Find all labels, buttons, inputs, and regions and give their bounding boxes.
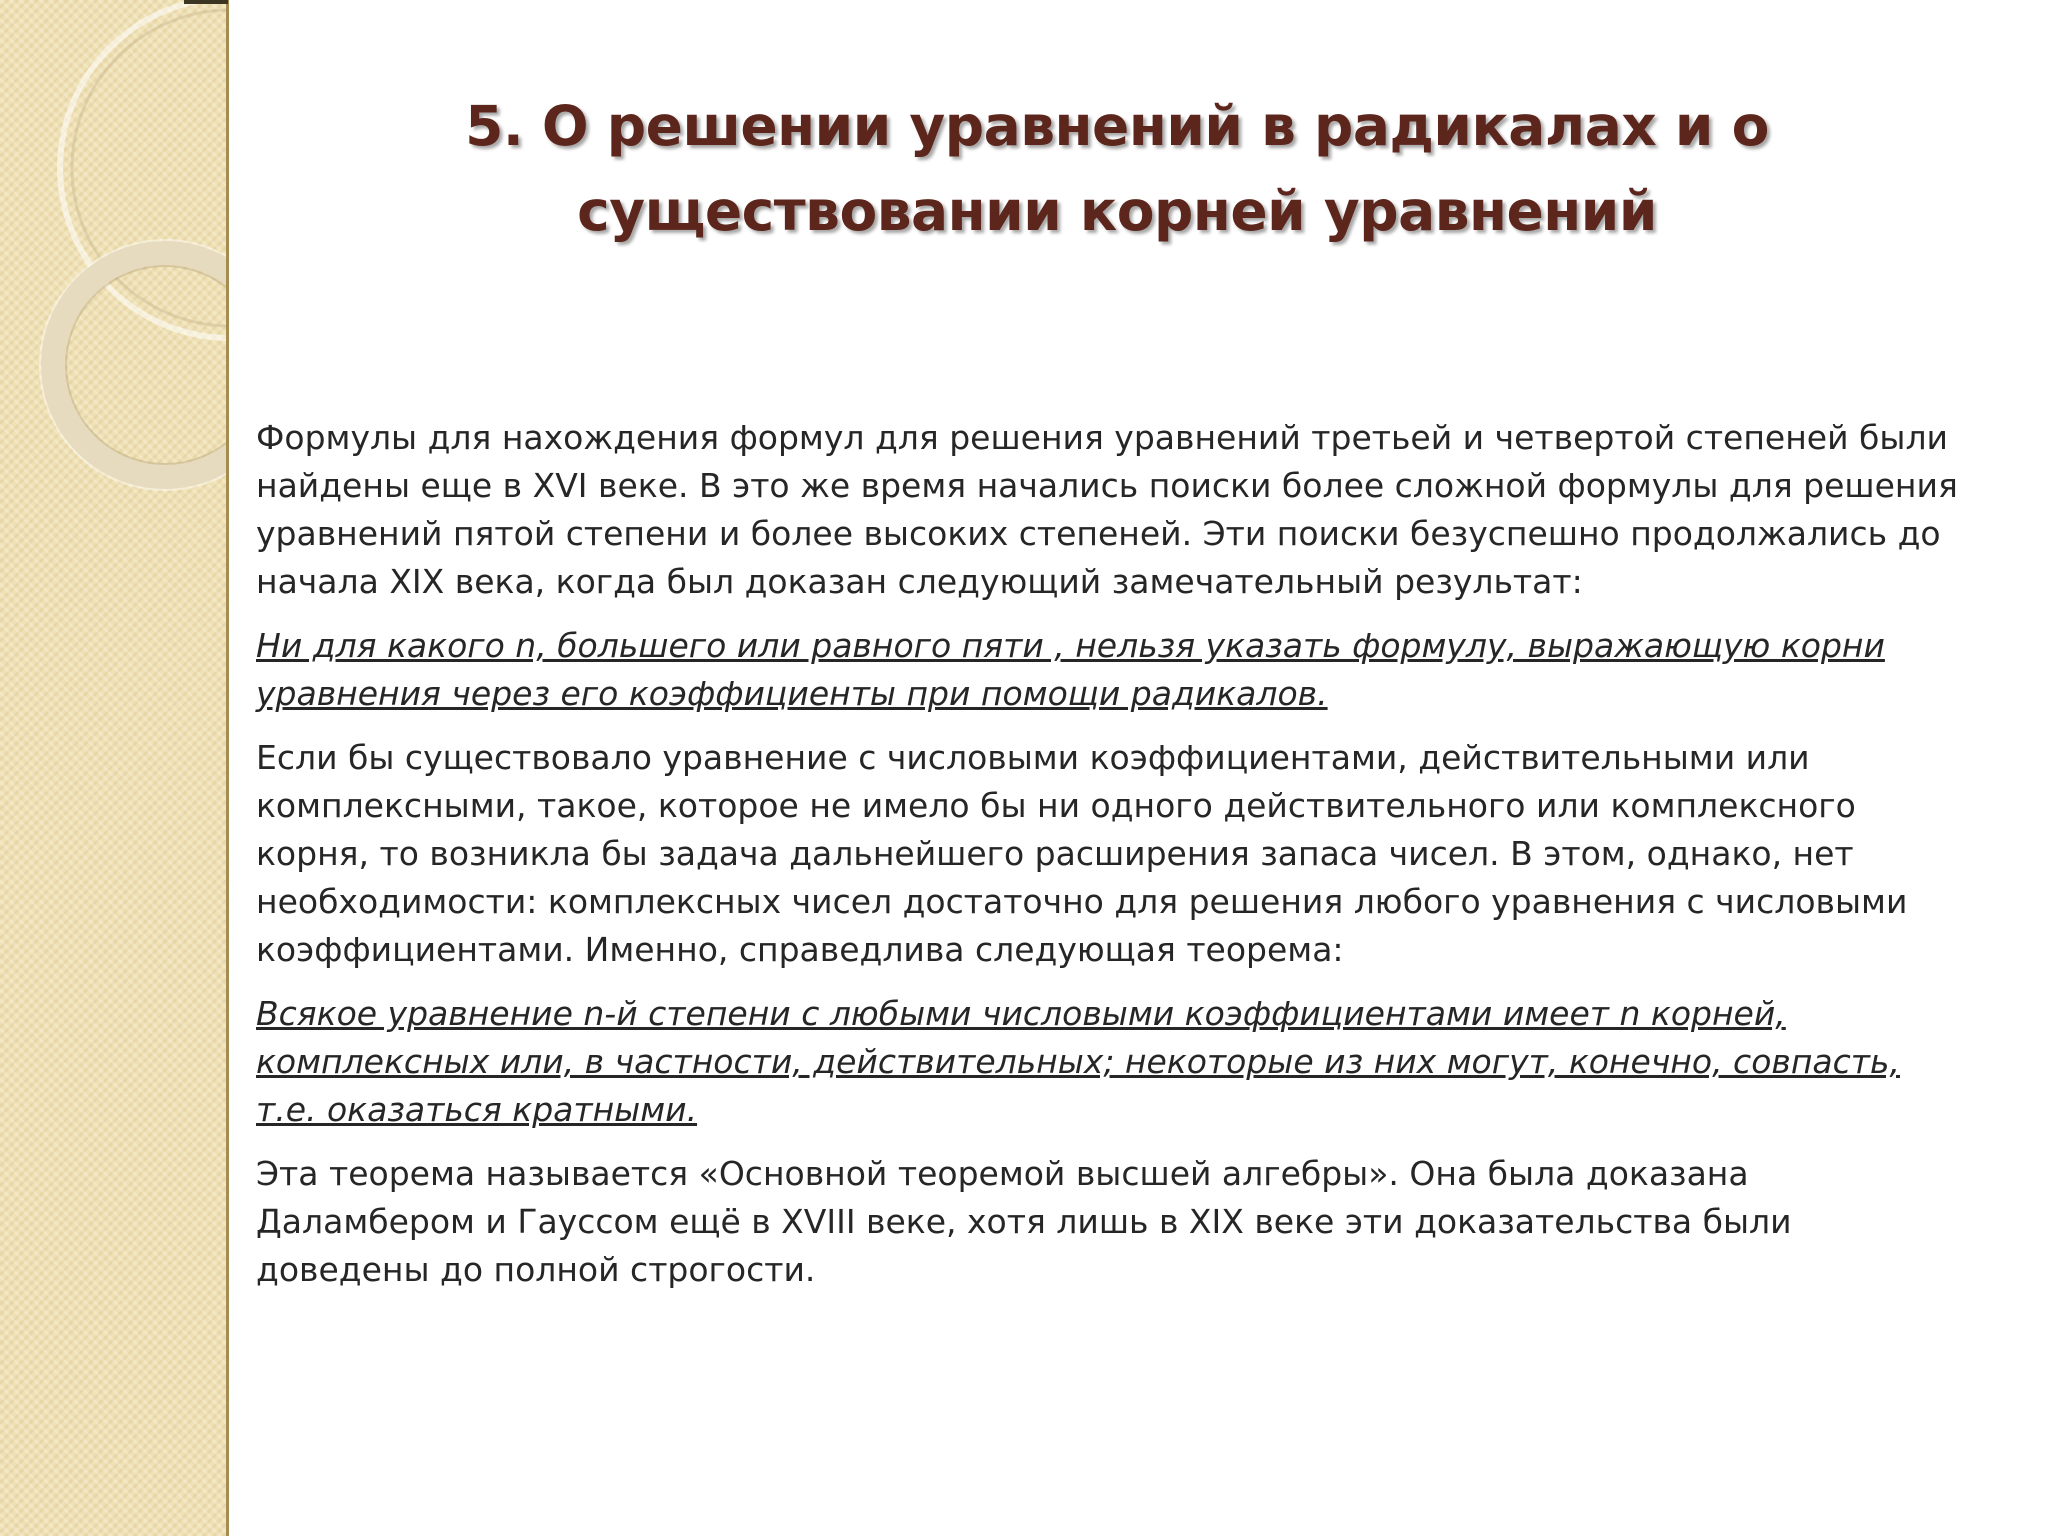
slide-title: 5. О решении уравнений в радикалах и о существовании корней уравнений [465,94,1769,243]
side-band-edge [226,0,229,1536]
theorem-abel-ruffini: Ни для какого n, большего или равного пяти , нельзя указать формулу, выражающую корни уравнения через его коэффициенты при помощи радикалов. [256,626,1885,713]
theorem-fundamental: Всякое уравнение n-й степени с любыми числовыми коэффициентами имеет n корней, комплексных или, в частности, действительных; некоторые из них могут, конечно, совпасть, т.е. оказаться кратными. [256,994,1900,1129]
paragraph-conclusion: Эта теорема называется «Основной теоремой высшей алгебры». Она была доказана Даламбером и Гауссом ещё в XVIII веке, хотя лишь в XIX веке эти доказательства были доведены до полной строгости. [256,1154,1792,1289]
side-band-top-mark [184,0,228,4]
slide-body [256,414,1960,1310]
paragraph-complex-numbers: Если бы существовало уравнение с числовыми коэффициентами, действительными или комплексными, такое, которое не имело бы ни одного действительного или комплексного корня, то возникла бы задача дальнейшего расширения запаса чисел. В этом, однако, нет необходимости: комплексных чисел достаточно для решения любого уравнения с числовыми коэффициентами. Именно, справедлива следующая теорема: [256,738,1908,969]
decorative-side-band [0,0,226,1536]
paragraph-intro: Формулы для нахождения формул для решения уравнений третьей и четвертой степеней были найдены еще в XVI веке. В это же время начались поиски более сложной формулы для решения уравнений пятой степени и более высоких степеней. Эти поиски безуспешно продолжались до начала XIX века, когда был доказан следующий замечательный результат: [256,418,1958,601]
decorative-rings-graphic [0,0,226,560]
small-ring-outer-highlight [40,240,226,490]
small-ring [53,253,226,477]
